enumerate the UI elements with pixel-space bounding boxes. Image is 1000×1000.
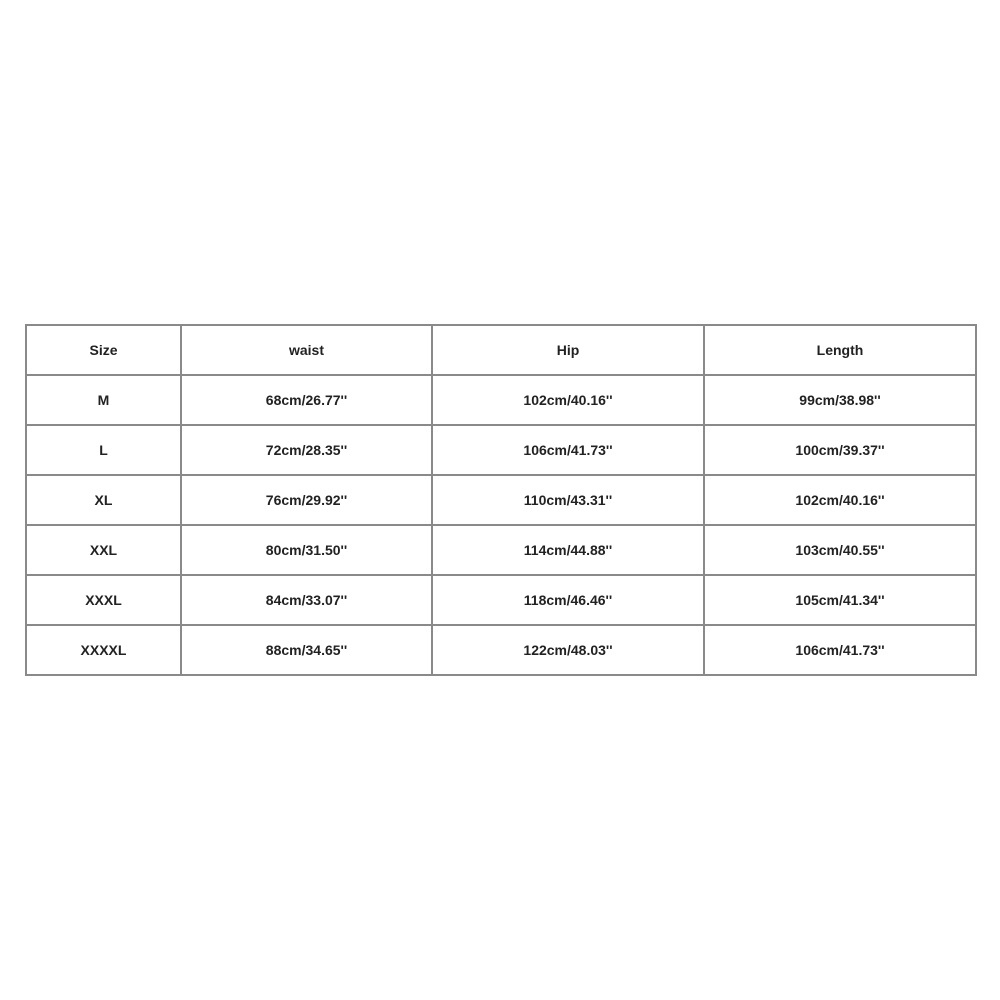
cell-size: XXL [26,525,181,575]
table-row [26,475,976,525]
cell-hip: 106cm/41.73'' [432,425,704,475]
cell-hip: 118cm/46.46'' [432,575,704,625]
header-waist: waist [181,325,432,375]
cell-length: 103cm/40.55'' [704,525,976,575]
cell-waist: 72cm/28.35'' [181,425,432,475]
cell-size: L [26,425,181,475]
cell-size: XXXXL [26,625,181,675]
header-hip: Hip [432,325,704,375]
table-row [26,625,976,675]
cell-waist: 80cm/31.50'' [181,525,432,575]
cell-hip: 110cm/43.31'' [432,475,704,525]
cell-length: 105cm/41.34'' [704,575,976,625]
cell-hip: 114cm/44.88'' [432,525,704,575]
cell-hip: 122cm/48.03'' [432,625,704,675]
cell-hip: 102cm/40.16'' [432,375,704,425]
cell-size: XXXL [26,575,181,625]
table-row [26,525,976,575]
cell-length: 102cm/40.16'' [704,475,976,525]
table-header-row [26,325,976,375]
cell-waist: 68cm/26.77'' [181,375,432,425]
size-chart-table [25,324,977,676]
table-row [26,575,976,625]
cell-length: 106cm/41.73'' [704,625,976,675]
cell-size: M [26,375,181,425]
cell-length: 99cm/38.98'' [704,375,976,425]
cell-size: XL [26,475,181,525]
table-row [26,425,976,475]
cell-waist: 84cm/33.07'' [181,575,432,625]
header-length: Length [704,325,976,375]
header-size: Size [26,325,181,375]
cell-waist: 76cm/29.92'' [181,475,432,525]
cell-waist: 88cm/34.65'' [181,625,432,675]
table-row [26,375,976,425]
cell-length: 100cm/39.37'' [704,425,976,475]
